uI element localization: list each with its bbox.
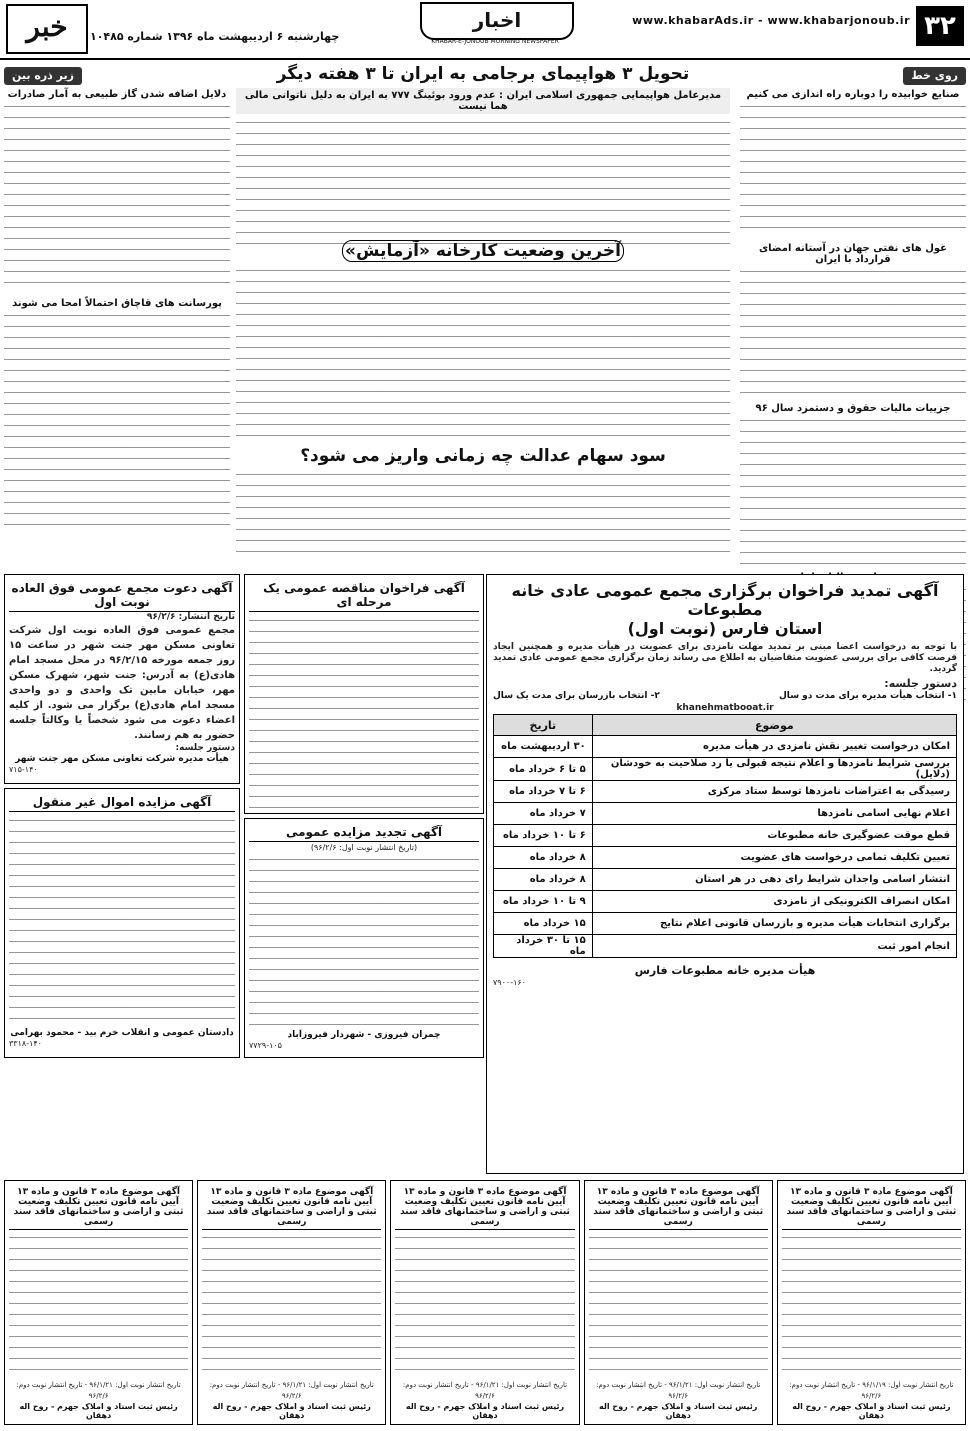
article-body [4, 102, 230, 292]
ad-agenda: دستور جلسه: [175, 743, 235, 753]
ad-dates: تاریخ انتشار نوبت اول: ۹۶/۱/۲۱ - تاریخ انتشار نوبت دوم: ۹۶/۲/۶ [596, 1381, 761, 1400]
ad-auction-renewal [244, 818, 484, 1058]
ad-body [395, 1233, 574, 1377]
section-tag: روی خط [903, 67, 966, 85]
schedule-date: ۵ تا ۶ خرداد ماه [494, 758, 593, 781]
table-row [494, 869, 957, 891]
ad-signature: رئیس ثبت اسناد و املاک جهرم - روح اله دهقان [599, 1402, 758, 1420]
table-header: موضوع [592, 715, 956, 736]
article-headline: غول های نفتی جهان در آستانه امضای قرارداد با ایران [759, 243, 947, 265]
table-row [494, 736, 957, 758]
table-header: تاریخ [494, 715, 593, 736]
ad-title: آگهی دعوت مجمع عمومی فوق العاده نوبت اول [9, 579, 235, 612]
ad-body [249, 616, 479, 814]
schedule-topic: قطع موقت عضوگیری خانه مطبوعات [592, 825, 956, 847]
registry-ad [4, 1180, 193, 1425]
article-body [4, 311, 230, 531]
ad-code: ۳۳۱۸-۱۴۰ [9, 1039, 42, 1048]
article-body [740, 102, 966, 237]
shares-headline: سود سهام عدالت چه زمانی واریز می شود؟ [300, 446, 666, 466]
schedule-date: ۸ خرداد ماه [494, 869, 593, 891]
ad-title: آگهی موضوع ماده ۳ قانون و ماده ۱۳ آیین نامه قانون تعیین تکلیف وضعیت ثبتی و اراضی و ساختمانهای فاقد سند رسمی [589, 1185, 768, 1230]
table-row [494, 847, 957, 869]
schedule-topic: امکان درخواست تغییر نقش نامزدی در هیأت مدیره [592, 736, 956, 758]
agenda-item-inspectors: ۲- انتخاب بازرسان برای مدت یک سال [493, 691, 660, 701]
ad-body: مجمع عمومی فوق العاده نوبت اول شرکت تعاونی مسکن مهر جنت شهر در ساعت ۱۵ روز جمعه مورخه ۹۶/۲/۱۵ در محل مسجد امام هادی(ع) به آدرس: جنت شهر، شهرک مسکن مهر، خیابان مابین تک واحدی و دو واحدی مسجد امام هادی(ع) برگزار می شود. از کلیه اعضاء دعوت می شود شخصاً یا وکالتاً جلسه حضور به هم رسانند. [9, 625, 235, 741]
ad-code: ۷۷۲۹-۱۰۵ [249, 1041, 282, 1050]
ad-press-assembly [486, 574, 964, 1174]
ad-dates: تاریخ انتشار نوبت اول: ۹۶/۱/۱۹ - تاریخ انتشار نوبت دوم: ۹۶/۲/۶ [789, 1381, 954, 1400]
factory-headline: آخرین وضعیت کارخانه «آزمایش» [342, 240, 624, 262]
ad-body [249, 855, 479, 1030]
website-links[interactable]: www.khabarAds.ir - www.khabarjonoub.ir [632, 14, 910, 27]
table-row [494, 891, 957, 913]
schedule-date: ۱۵ تا ۳۰ خرداد ماه [494, 935, 593, 958]
schedule-date: ۶ تا ۷ خرداد ماه [494, 781, 593, 803]
table-row [494, 913, 957, 935]
main-subheadline: مدیرعامل هواپیمایی جمهوری اسلامی ایران : عدم ورود بوئینگ ۷۷۷ به ایران به دلیل ناتوانی مالی هما نیست [236, 88, 730, 114]
dateline: چهارشنبه ۶ اردیبهشت ماه ۱۳۹۶ شماره ۱۰۴۸۵ [90, 30, 340, 43]
schedule-topic: انجام امور ثبت [592, 935, 956, 958]
ad-title: آگهی فراخوان مناقصه عمومی یک مرحله ای [249, 579, 479, 612]
schedule-topic: انتشار اسامی واجدان شرایط رای دهی در هر استان [592, 869, 956, 891]
ad-date: تاریخ انتشار: ۹۶/۲/۶ [146, 612, 235, 622]
ad-signature: رئیس ثبت اسناد و املاک جهرم - روح اله دهقان [19, 1402, 178, 1420]
article-body [236, 118, 730, 246]
schedule-topic: بررسی شرایط نامزدها و اعلام نتیجه قبولی یا رد صلاحیت به خودشان (دلایل) [592, 758, 956, 781]
schedule-date: ۸ خرداد ماه [494, 847, 593, 869]
schedule-topic: امکان انصراف الکترونیکی از نامزدی [592, 891, 956, 913]
table-row [494, 758, 957, 781]
ad-body [9, 1233, 188, 1377]
ad-title: آگهی موضوع ماده ۳ قانون و ماده ۱۳ آیین نامه قانون تعیین تکلیف وضعیت ثبتی و اراضی و ساختمانهای فاقد سند رسمی [202, 1185, 381, 1230]
article-body [236, 470, 730, 562]
ad-dates: تاریخ انتشار نوبت اول: ۹۶/۱/۲۱ - تاریخ انتشار نوبت دوم: ۹۶/۲/۶ [402, 1381, 568, 1400]
ad-website[interactable]: khanehmatbooat.ir [676, 703, 774, 713]
ad-body [782, 1233, 961, 1377]
schedule-date: ۱۵ خرداد ماه [494, 913, 593, 935]
main-article [236, 64, 730, 234]
ad-body [202, 1233, 381, 1377]
ad-dates: تاریخ انتشار نوبت اول: ۹۶/۱/۲۱ - تاریخ انتشار نوبت دوم: ۹۶/۲/۶ [16, 1381, 181, 1400]
factory-article [236, 240, 730, 440]
table-row [494, 825, 957, 847]
ad-title: آگهی موضوع ماده ۳ قانون و ماده ۱۳ آیین نامه قانون تعیین تکلیف وضعیت ثبتی و اراضی و ساختمانهای فاقد سند رسمی [9, 1185, 188, 1230]
bottom-ads [4, 1180, 966, 1425]
schedule-topic: اعلام نهایی اسامی نامزدها [592, 803, 956, 825]
ad-signature: چمران فیروزی - شهردار فیروزآباد [287, 1030, 441, 1040]
schedule-date: ۷ خرداد ماه [494, 803, 593, 825]
schedule-topic: تعیین تکلیف تمامی درخواست های عضویت [592, 847, 956, 869]
article-body [236, 266, 730, 436]
ad-title: آگهی تجدید مزایده عمومی [249, 823, 479, 842]
ad-dates: تاریخ انتشار نوبت اول: ۹۶/۱/۲۱ - تاریخ انتشار نوبت دوم: ۹۶/۲/۶ [209, 1381, 374, 1400]
ad-body [9, 816, 235, 1028]
agenda-item-board: ۱- انتخاب هیأت مدیره برای مدت دو سال [779, 691, 957, 701]
ad-body [589, 1233, 768, 1377]
article-body [740, 267, 966, 397]
section-title: اخبار [420, 2, 574, 40]
ad-code: ۷۹۰۰-۱۶۰ [493, 978, 526, 987]
article-headline: جزییات مالیات حقوق و دستمزد سال ۹۶ [755, 403, 951, 414]
ad-signature: رئیس ثبت اسناد و املاک جهرم - روح اله دهقان [212, 1402, 371, 1420]
section-tag: زیر ذره بین [4, 67, 82, 85]
schedule-topic: رسیدگی به اعتراضات نامزدها توسط ستاد مرکزی [592, 781, 956, 803]
ad-coop-assembly [4, 574, 240, 784]
left-column [4, 64, 230, 564]
ad-date: (تاریخ انتشار نوبت اول: ۹۶/۲/۶) [310, 843, 418, 852]
schedule-date: ۶ تا ۱۰ خرداد ماه [494, 825, 593, 847]
article-body [740, 416, 966, 566]
ad-title-line2: استان فارس (نوبت اول) [627, 619, 823, 638]
table-row [494, 781, 957, 803]
schedule-date: ۹ تا ۱۰ خرداد ماه [494, 891, 593, 913]
ad-signature: هیأت مدیره خانه مطبوعات فارس [634, 964, 816, 977]
article-headline: دلایل اضافه شدن گاز طبیعی به آمار صادرات [7, 89, 227, 100]
newspaper-logo: خبر [6, 4, 88, 54]
ad-property-auction [4, 788, 240, 1058]
main-headline: تحویل ۳ هواپیمای برجامی به ایران تا ۳ هفته دیگر [276, 64, 690, 84]
masthead [0, 0, 970, 60]
ad-intro: با توجه به درخواست اعضا مبنی بر تمدید مهلت نامزدی برای عضویت در هیأت مدیره و همچنین ایجاد فرصت کافی برای بررسی عضویت متقاضیان به اطلاع می رساند زمان برگزاری مجمع عمومی عادی تمدید گردید. [493, 642, 957, 674]
ad-code: ۷۱۵-۱۴۰ [9, 765, 38, 774]
ad-title: آگهی مزایده اموال غیر منقول [9, 793, 235, 812]
registry-ad [777, 1180, 966, 1425]
ad-signature: هیأت مدیره شرکت تعاونی مسکن مهر جنت شهر [15, 754, 229, 764]
ad-signature: دادستان عمومی و انقلاب خرم بید - محمود بهرامی [10, 1028, 234, 1038]
shares-article [236, 446, 730, 566]
article-headline: پورسانت های قاچاق احتمالاً امحا می شوند [12, 298, 222, 309]
schedule-date: ۳۰ اردیبهشت ماه [494, 736, 593, 758]
schedule-table [493, 714, 957, 958]
table-row [494, 803, 957, 825]
ad-tender [244, 574, 484, 814]
ad-signature: رئیس ثبت اسناد و املاک جهرم - روح اله دهقان [405, 1402, 565, 1420]
ad-title: آگهی موضوع ماده ۳ قانون و ماده ۱۳ آیین نامه قانون تعیین تکلیف وضعیت ثبتی و اراضی و ساختمانهای فاقد سند رسمی [782, 1185, 961, 1230]
newspaper-subtitle: KHABAR-E-JONOUB MORNING NEWSPAPER [431, 38, 559, 45]
table-row [494, 935, 957, 958]
ad-signature: رئیس ثبت اسناد و املاک جهرم - روح اله دهقان [792, 1402, 951, 1420]
schedule-topic: برگزاری انتخابات هیأت مدیره و بازرسان قانونی اعلام نتایج [592, 913, 956, 935]
article-headline: صنایع خوابیده را دوباره راه اندازی می کنیم [746, 89, 960, 100]
ad-title: آگهی تمدید فراخوان برگزاری مجمع عمومی عادی خانه مطبوعات [511, 581, 939, 619]
registry-ad [390, 1180, 579, 1425]
registry-ad [197, 1180, 386, 1425]
ad-agenda: دستور جلسه: [884, 677, 957, 690]
page-number: ۳۲ [916, 6, 964, 46]
ad-title: آگهی موضوع ماده ۳ قانون و ماده ۱۳ آیین نامه قانون تعیین تکلیف وضعیت ثبتی و اراضی و ساختمانهای فاقد سند رسمی [395, 1185, 574, 1230]
registry-ad [584, 1180, 773, 1425]
